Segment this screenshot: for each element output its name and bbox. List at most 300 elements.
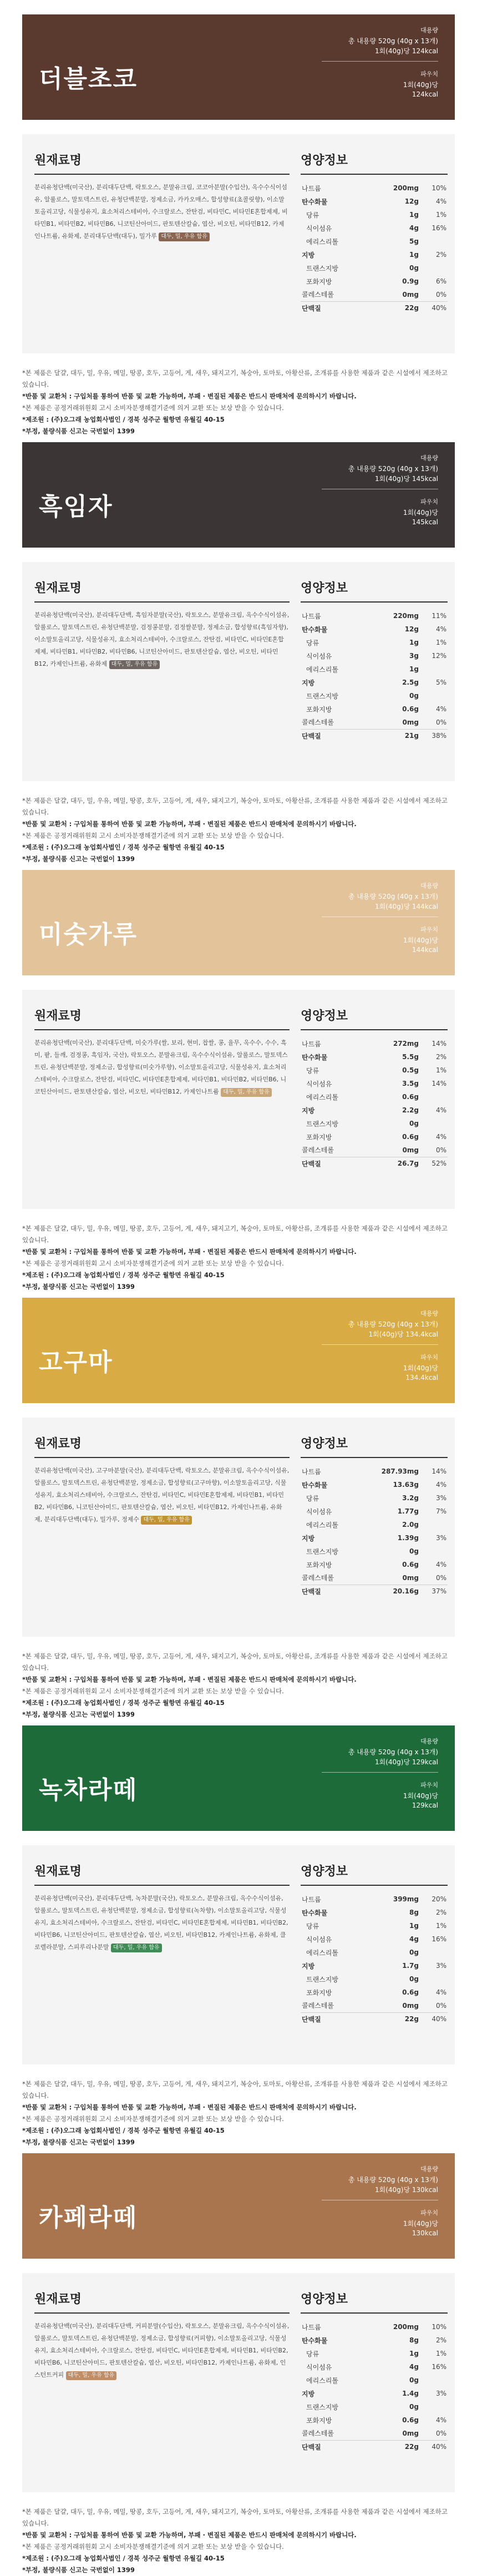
nutrient-daily-pct: 1%	[435, 639, 446, 646]
nutrient-name: 탄수화물	[302, 198, 328, 206]
nutrient-name: 트랜스지방	[306, 1547, 338, 1556]
product-name: 미숫가루	[39, 920, 138, 949]
nutrient-amount: 12g	[404, 198, 419, 205]
nutrient-amount: 1.4g	[402, 2390, 419, 2397]
ingredients-list: 분리유청단백(미국산), 고구마분말(국산), 분리대두단백, 락토오스, 분말유크림, 옥수수식이섬유, 알룰로스, 말토덱스트린, 유청단백분말, 정제소금, 합성향료(고구마향), 이소말토올리고당, 식물성유지, 효소처리스테비아, 수크랄로스, 잔탄검, 비타민C, 비타민E혼합제제, 비타민B1, 비타민B2, 비타민B6, 니코틴산아미드, 판토텐산칼슘, 엽산, 비오틴, 비타민B12, 카제인나트륨, 유화제, 분리대두단백(대두), 밀가루, 정제수	[34, 1467, 290, 1523]
nutrient-amount: 200mg	[393, 184, 419, 192]
nutrient-name: 식이섬유	[306, 1080, 332, 1088]
nutrient-name: 나트륨	[302, 1895, 321, 1904]
nutrient-amount: 3.2g	[402, 1494, 419, 1502]
total-label: 대용량	[420, 2165, 438, 2173]
notes-block	[22, 1651, 455, 1720]
nutrient-daily-pct: 0%	[435, 290, 446, 298]
note-line: *제조원 : (주)오그래 농업회사법인 / 경북 성주군 월항면 유월길 40-15	[22, 1699, 225, 1707]
nutrient-amount: 0.6g	[402, 1988, 419, 1996]
product-section-5	[0, 1725, 477, 2146]
notes-block	[22, 2506, 455, 2576]
note-line: *본 제품은 공정거래위원회 고시 소비자분쟁해결기준에 의거 교환 또는 보상 받을 수 있습니다.	[22, 1687, 284, 1695]
pouch-kcal: 144kcal	[412, 946, 438, 954]
nutrient-amount: 0.6g	[402, 1561, 419, 1568]
ingredients-title: 원재료명	[34, 1434, 290, 1458]
nutrient-name: 식이섬유	[306, 2363, 332, 2371]
nutrient-amount: 0.9g	[402, 277, 419, 285]
nutrition-row	[301, 1999, 448, 2012]
nutrient-daily-pct: 6%	[435, 277, 446, 285]
nutrient-name: 나트륨	[302, 612, 321, 620]
note-line: *제조원 : (주)오그래 농업회사법인 / 경북 성주군 월항면 유월길 40-15	[22, 843, 225, 851]
product-section-6	[0, 2153, 477, 2574]
nutrition-title: 영양정보	[301, 151, 448, 175]
nutrition-row	[301, 1932, 448, 1946]
nutrient-amount: 4g	[409, 1935, 419, 1943]
nutrient-name: 에리스리톨	[306, 1093, 338, 1101]
nutrition-table	[301, 181, 448, 315]
nutrient-daily-pct: 12%	[432, 652, 446, 660]
nutrient-daily-pct: 3%	[435, 1494, 446, 1502]
total-weight: 총 내용량 520g (40g x 13개)	[348, 893, 438, 900]
nutrition-row	[301, 716, 448, 729]
nutrition-row	[301, 1972, 448, 1986]
total-kcal: 1회(40g)당 124kcal	[374, 47, 438, 55]
nutrition-row	[301, 2360, 448, 2373]
notes-block	[22, 1223, 455, 1293]
nutrient-daily-pct: 0%	[435, 2429, 446, 2437]
unit-label: 1회(40g)당	[403, 81, 438, 89]
nutrition-row	[301, 1545, 448, 1558]
nutrient-daily-pct: 4%	[435, 705, 446, 713]
nutrient-daily-pct	[420, 2373, 448, 2387]
nutrient-name: 포화지방	[306, 705, 332, 713]
nutrient-amount: 1.7g	[402, 1962, 419, 1970]
nutrient-amount: 0mg	[402, 2001, 419, 2010]
nutrient-name: 나트륨	[302, 2323, 321, 2331]
nutrition-row	[301, 2334, 448, 2347]
nutrient-amount: 2.5g	[402, 679, 419, 686]
allergen-badge: 대두, 밀, 우유 함유	[221, 1088, 272, 1097]
nutrient-name: 나트륨	[302, 184, 321, 193]
nutrient-name: 에리스리톨	[306, 1949, 338, 1957]
note-line: *제조원 : (주)오그래 농업회사법인 / 경북 성주군 월항면 유월길 40-15	[22, 2554, 225, 2562]
nutrient-name: 콜레스테롤	[302, 2430, 334, 2438]
nutrient-name: 당류	[306, 1922, 319, 1930]
nutrient-name: 포화지방	[306, 2416, 332, 2425]
nutrition-row	[301, 729, 448, 742]
nutrient-amount: 20.16g	[380, 1585, 420, 1598]
pouch-kcal: 130kcal	[412, 2229, 438, 2237]
nutrient-daily-pct: 1%	[435, 211, 446, 219]
nutrient-name: 단백질	[301, 1585, 380, 1598]
product-name: 더블초코	[39, 65, 138, 93]
ingredients-text	[34, 181, 290, 242]
nutrition-table	[301, 1037, 448, 1170]
nutrient-amount: 1g	[409, 211, 419, 219]
nutrition-row	[301, 1143, 448, 1157]
product-name: 녹차라떼	[39, 1776, 138, 1804]
product-banner	[22, 2153, 455, 2259]
product-section-4	[0, 1298, 477, 1718]
note-line: *부정, 불량식품 신고는 국번없이 1399	[22, 2566, 135, 2574]
nutrient-name: 콜레스테롤	[302, 2002, 334, 2010]
nutrient-name: 지방	[302, 1962, 315, 1970]
nutrient-daily-pct: 16%	[432, 224, 446, 232]
nutrient-name: 당류	[306, 2350, 319, 2358]
nutrition-row	[301, 1478, 448, 1491]
total-label: 대용량	[420, 1738, 438, 1745]
nutrient-amount: 0mg	[402, 290, 419, 298]
nutrition-row	[301, 2427, 448, 2440]
weight-summary	[322, 1737, 438, 1809]
nutrition-row	[301, 1104, 448, 1117]
nutrition-row	[301, 2413, 448, 2427]
ingredients-block	[34, 1862, 290, 1953]
product-banner	[22, 1725, 455, 1831]
nutrient-name: 포화지방	[306, 1133, 332, 1141]
note-line: *반품 및 교환처 : 구입처를 통하여 반품 및 교환 가능하며, 부패 · 변질된 제품은 반드시 판매처에 문의하시기 바랍니다.	[22, 1676, 357, 1683]
nutrition-row	[301, 2387, 448, 2400]
nutrient-daily-pct: 14%	[432, 1040, 446, 1047]
nutrient-amount: 200mg	[393, 2323, 419, 2331]
nutrient-daily-pct	[420, 1117, 448, 1130]
nutrition-row	[301, 1117, 448, 1130]
nutrient-amount: 0g	[409, 1975, 419, 1983]
ingredients-block	[34, 1434, 290, 1526]
nutrition-row	[301, 649, 448, 662]
note-line: *반품 및 교환처 : 구입처를 통하여 반품 및 교환 가능하며, 부패 · 변질된 제품은 반드시 판매처에 문의하시기 바랍니다.	[22, 2103, 357, 2111]
nutrition-block	[301, 1006, 448, 1170]
nutrient-daily-pct: 2%	[435, 2336, 446, 2344]
nutrient-amount: 0g	[409, 264, 419, 272]
nutrition-row	[301, 2400, 448, 2413]
nutrition-row	[301, 235, 448, 248]
nutrient-name: 식이섬유	[306, 1935, 332, 1944]
nutrient-daily-pct: 2%	[435, 1909, 446, 1916]
note-line: *본 제품은 공정거래위원회 고시 소비자분쟁해결기준에 의거 교환 또는 보상 받을 수 있습니다.	[22, 832, 284, 839]
nutrient-daily-pct: 52%	[420, 1157, 448, 1170]
ingredients-text	[34, 2320, 290, 2381]
nutrition-block	[301, 579, 448, 742]
total-kcal: 1회(40g)당 144kcal	[374, 903, 438, 910]
nutrient-name: 나트륨	[302, 1040, 321, 1048]
nutrition-row	[301, 1037, 448, 1050]
nutrient-name: 나트륨	[302, 1467, 321, 1476]
pouch-label: 파우치	[420, 70, 438, 78]
nutrient-daily-pct: 0%	[435, 1146, 446, 1154]
pouch-label: 파우치	[420, 1354, 438, 1361]
total-weight: 총 내용량 520g (40g x 13개)	[348, 37, 438, 45]
pouch-kcal: 134.4kcal	[405, 1374, 438, 1381]
nutrient-daily-pct: 40%	[420, 2440, 448, 2453]
nutrition-row	[301, 1465, 448, 1478]
nutrient-daily-pct: 10%	[432, 184, 446, 192]
nutrient-amount: 5g	[409, 237, 419, 245]
nutrient-daily-pct: 1%	[435, 1922, 446, 1930]
nutrient-amount: 0mg	[402, 718, 419, 726]
weight-summary	[322, 2164, 438, 2237]
nutrition-row	[301, 1157, 448, 1170]
nutrient-daily-pct: 4%	[435, 1561, 446, 1568]
nutrient-amount: 3.5g	[402, 1080, 419, 1087]
nutrient-name: 탄수화물	[302, 2336, 328, 2345]
total-kcal: 1회(40g)당 129kcal	[374, 1758, 438, 1766]
product-info-page	[0, 14, 477, 2574]
nutrition-row	[301, 1491, 448, 1505]
total-kcal: 1회(40g)당 130kcal	[374, 2186, 438, 2194]
note-line: *본 제품은 달걀, 대두, 밀, 우유, 메밀, 땅콩, 호두, 고등어, 게, 새우, 돼지고기, 복숭아, 토마토, 아황산류, 조개류를 사용한 제품과 같은 시설에서 제조하고 있습니다.	[22, 369, 448, 388]
nutrition-row	[301, 1518, 448, 1531]
nutrient-daily-pct	[420, 261, 448, 275]
nutrient-name: 지방	[302, 1534, 315, 1542]
nutrient-daily-pct: 2%	[435, 1053, 446, 1061]
pouch-kcal: 129kcal	[412, 1801, 438, 1809]
product-banner	[22, 14, 455, 120]
nutrition-row	[301, 1064, 448, 1077]
pouch-label: 파우치	[420, 498, 438, 505]
total-weight: 총 내용량 520g (40g x 13개)	[348, 465, 438, 473]
nutrient-name: 에리스리톨	[306, 1521, 338, 1529]
nutrient-daily-pct: 4%	[435, 625, 446, 633]
product-section-3	[0, 870, 477, 1290]
nutrient-amount: 220mg	[393, 612, 419, 620]
nutrition-row	[301, 662, 448, 676]
nutrient-daily-pct	[420, 1946, 448, 1959]
nutrition-table	[301, 609, 448, 742]
nutrient-name: 식이섬유	[306, 652, 332, 660]
nutrition-row	[301, 221, 448, 235]
pouch-kcal: 124kcal	[412, 90, 438, 98]
nutrient-name: 탄수화물	[302, 625, 328, 634]
nutrient-name: 탄수화물	[302, 1053, 328, 1061]
nutrient-amount: 0mg	[402, 1146, 419, 1154]
nutrient-name: 지방	[302, 679, 315, 687]
note-line: *반품 및 교환처 : 구입처를 통하여 반품 및 교환 가능하며, 부패 · 변질된 제품은 반드시 판매처에 문의하시기 바랍니다.	[22, 392, 357, 400]
notes-block	[22, 2078, 455, 2148]
nutrient-amount: 0.6g	[402, 2416, 419, 2424]
divider	[322, 1772, 438, 1773]
nutrient-daily-pct: 38%	[420, 729, 448, 742]
product-name: 고구마	[39, 1348, 113, 1376]
nutrient-daily-pct	[420, 235, 448, 248]
note-line: *본 제품은 달걀, 대두, 밀, 우유, 메밀, 땅콩, 호두, 고등어, 게, 새우, 돼지고기, 복숭아, 토마토, 아황산류, 조개류를 사용한 제품과 같은 시설에서 제조하고 있습니다.	[22, 1224, 448, 1244]
nutrition-row	[301, 1531, 448, 1545]
note-line: *본 제품은 달걀, 대두, 밀, 우유, 메밀, 땅콩, 호두, 고등어, 게, 새우, 돼지고기, 복숭아, 토마토, 아황산류, 조개류를 사용한 제품과 같은 시설에서 제조하고 있습니다.	[22, 2080, 448, 2099]
nutrient-name: 탄수화물	[302, 1909, 328, 1917]
nutrient-amount: 1.39g	[397, 1534, 419, 1542]
nutrient-daily-pct	[420, 1090, 448, 1104]
nutrient-daily-pct	[420, 1518, 448, 1531]
nutrient-name: 트랜스지방	[306, 264, 338, 272]
nutrient-amount: 272mg	[393, 1040, 419, 1047]
nutrient-name: 당류	[306, 1066, 319, 1075]
nutrient-name: 지방	[302, 251, 315, 259]
nutrient-amount: 0g	[409, 1120, 419, 1127]
nutrient-name: 포화지방	[306, 1561, 332, 1569]
allergen-badge: 대두, 밀, 우유 함유	[111, 1944, 162, 1952]
pouch-kcal: 145kcal	[412, 518, 438, 526]
nutrient-name: 단백질	[301, 1157, 381, 1170]
product-banner	[22, 870, 455, 975]
nutrient-name: 탄수화물	[302, 1481, 328, 1489]
nutrient-amount: 21g	[381, 729, 420, 742]
nutrient-amount: 8g	[409, 2336, 419, 2344]
nutrition-row	[301, 275, 448, 288]
nutrient-amount: 1g	[409, 251, 419, 259]
nutrient-amount: 5.5g	[402, 1053, 419, 1061]
total-weight: 총 내용량 520g (40g x 13개)	[348, 1320, 438, 1328]
nutrition-block	[301, 151, 448, 315]
ingredients-title: 원재료명	[34, 2290, 290, 2314]
unit-label: 1회(40g)당	[403, 937, 438, 944]
ingredients-text	[34, 1892, 290, 1953]
info-panel	[22, 134, 455, 353]
nutrition-title: 영양정보	[301, 1862, 448, 1886]
nutrition-row	[301, 288, 448, 301]
nutrient-name: 단백질	[301, 301, 381, 315]
nutrition-block	[301, 1862, 448, 2026]
nutrition-row	[301, 1959, 448, 1972]
total-weight: 총 내용량 520g (40g x 13개)	[348, 1748, 438, 1756]
nutrient-amount: 1g	[409, 639, 419, 646]
divider	[322, 61, 438, 62]
nutrient-name: 식이섬유	[306, 224, 332, 232]
nutrient-amount: 0g	[409, 692, 419, 700]
nutrient-daily-pct: 14%	[432, 1467, 446, 1475]
nutrition-row	[301, 1986, 448, 1999]
note-line: *반품 및 교환처 : 구입처를 통하여 반품 및 교환 가능하며, 부패 · 변질된 제품은 반드시 판매처에 문의하시기 바랍니다.	[22, 820, 357, 828]
info-panel	[22, 1418, 455, 1637]
nutrient-name: 트랜스지방	[306, 2403, 338, 2411]
product-section-1	[0, 14, 477, 435]
nutrient-amount: 1g	[409, 1922, 419, 1930]
nutrient-name: 단백질	[301, 2012, 381, 2026]
product-banner	[22, 1298, 455, 1403]
nutrient-daily-pct	[420, 1972, 448, 1986]
nutrient-name: 포화지방	[306, 1988, 332, 1997]
nutrition-table	[301, 2320, 448, 2453]
ingredients-block	[34, 579, 290, 670]
nutrient-daily-pct: 2%	[435, 251, 446, 259]
nutrition-row	[301, 702, 448, 716]
nutrition-block	[301, 1434, 448, 1598]
note-line: *반품 및 교환처 : 구입처를 통하여 반품 및 교환 가능하며, 부패 · 변질된 제품은 반드시 판매처에 문의하시기 바랍니다.	[22, 1248, 357, 1256]
nutrition-row	[301, 1946, 448, 1959]
nutrient-amount: 0.5g	[402, 1066, 419, 1074]
nutrition-row	[301, 636, 448, 649]
ingredients-list: 분리유청단백(미국산), 분리대두단백, 미숫가루(쌀, 보리, 현미, 찹쌀, 콩, 율무, 옥수수, 수수, 흑미, 팥, 들깨, 검정콩, 흑임자, 국산), 락토오스, 분말유크림, 옥수수식이섬유, 알룰로스, 말토덱스트린, 유청단백분말, 정제소금, 합성향료(미숫가루향), 이소말토올리고당, 식물성유지, 효소처리스테비아, 수크랄로스, 잔탄검, 비타민C, 비타민E혼합제제, 비타민B1, 비타민B2, 비타민B6, 니코틴산아미드, 판토텐산칼슘, 엽산, 비오틴, 비타민B12, 카제인나트륨	[34, 1039, 288, 1095]
note-line: *본 제품은 공정거래위원회 고시 소비자분쟁해결기준에 의거 교환 또는 보상 받을 수 있습니다.	[22, 404, 284, 412]
nutrient-amount: 4g	[409, 224, 419, 232]
nutrient-name: 콜레스테롤	[302, 1574, 334, 1582]
product-name: 흑임자	[39, 493, 113, 521]
nutrition-row	[301, 2440, 448, 2453]
total-kcal: 1회(40g)당 134.4kcal	[368, 1330, 438, 1338]
ingredients-text	[34, 609, 290, 670]
nutrient-amount: 1g	[409, 665, 419, 673]
note-line: *부정, 불량식품 신고는 국번없이 1399	[22, 427, 135, 435]
total-label: 대용량	[420, 454, 438, 462]
allergen-badge: 대두, 밀, 우유 함유	[159, 232, 210, 241]
nutrition-row	[301, 1892, 448, 1906]
nutrient-amount: 22g	[381, 2440, 420, 2453]
nutrition-row	[301, 609, 448, 623]
nutrition-row	[301, 1919, 448, 1932]
nutrient-amount: 0g	[409, 2376, 419, 2384]
nutrient-daily-pct: 37%	[420, 1585, 448, 1598]
info-panel	[22, 562, 455, 781]
nutrition-row	[301, 1090, 448, 1104]
note-line: *본 제품은 공정거래위원회 고시 소비자분쟁해결기준에 의거 교환 또는 보상 받을 수 있습니다.	[22, 1259, 284, 1267]
info-panel	[22, 1845, 455, 2064]
allergen-badge: 대두, 밀, 우유 함유	[109, 660, 160, 669]
unit-label: 1회(40g)당	[403, 1792, 438, 1800]
ingredients-title: 원재료명	[34, 579, 290, 603]
nutrient-name: 에리스리톨	[306, 237, 338, 246]
note-line: *본 제품은 달걀, 대두, 밀, 우유, 메밀, 땅콩, 호두, 고등어, 게, 새우, 돼지고기, 복숭아, 토마토, 아황산류, 조개류를 사용한 제품과 같은 시설에서 제조하고 있습니다.	[22, 797, 448, 816]
nutrient-amount: 26.7g	[381, 1157, 420, 1170]
nutrient-daily-pct: 4%	[435, 1133, 446, 1141]
nutrient-amount: 3g	[409, 652, 419, 660]
nutrient-daily-pct	[420, 689, 448, 702]
nutrient-name: 콜레스테롤	[302, 718, 334, 727]
nutrition-row	[301, 1050, 448, 1064]
nutrient-amount: 13.63g	[393, 1481, 419, 1489]
total-kcal: 1회(40g)당 145kcal	[374, 475, 438, 483]
nutrition-row	[301, 208, 448, 221]
note-line: *제조원 : (주)오그래 농업회사법인 / 경북 성주군 월항면 유월길 40-15	[22, 416, 225, 423]
nutrient-daily-pct: 3%	[435, 1534, 446, 1542]
nutrient-daily-pct: 40%	[420, 301, 448, 315]
unit-label: 1회(40g)당	[403, 509, 438, 517]
nutrient-name: 에리스리톨	[306, 2376, 338, 2385]
nutrient-daily-pct: 3%	[435, 2390, 446, 2397]
nutrient-daily-pct: 7%	[435, 1507, 446, 1515]
allergen-badge: 대두, 밀, 우유 함유	[141, 1516, 192, 1525]
pouch-label: 파우치	[420, 1782, 438, 1789]
nutrition-row	[301, 261, 448, 275]
nutrient-daily-pct: 5%	[435, 679, 446, 686]
ingredients-text	[34, 1465, 290, 1526]
nutrient-daily-pct: 4%	[435, 1106, 446, 1114]
nutrient-amount: 12g	[404, 625, 419, 633]
nutrition-title: 영양정보	[301, 1006, 448, 1030]
nutrition-row	[301, 1558, 448, 1571]
nutrient-daily-pct: 16%	[432, 1935, 446, 1943]
ingredients-block	[34, 2290, 290, 2381]
nutrient-amount: 4g	[409, 2363, 419, 2371]
nutrition-row	[301, 2320, 448, 2334]
unit-label: 1회(40g)당	[403, 2220, 438, 2228]
nutrition-row	[301, 676, 448, 689]
nutrient-name: 지방	[302, 2390, 315, 2398]
nutrient-daily-pct: 4%	[435, 2416, 446, 2424]
info-panel	[22, 990, 455, 1209]
nutrient-amount: 1.77g	[397, 1507, 419, 1515]
note-line: *부정, 불량식품 신고는 국번없이 1399	[22, 1710, 135, 1718]
nutrition-row	[301, 1585, 448, 1598]
note-line: *본 제품은 공정거래위원회 고시 소비자분쟁해결기준에 의거 교환 또는 보상 받을 수 있습니다.	[22, 2115, 284, 2123]
note-line: *본 제품은 달걀, 대두, 밀, 우유, 메밀, 땅콩, 호두, 고등어, 게, 새우, 돼지고기, 복숭아, 토마토, 아황산류, 조개류를 사용한 제품과 같은 시설에서 제조하고 있습니다.	[22, 2508, 448, 2527]
nutrition-row	[301, 2012, 448, 2026]
nutrient-name: 포화지방	[306, 277, 332, 286]
nutrient-amount: 0g	[409, 2403, 419, 2411]
nutrient-daily-pct: 20%	[432, 1895, 446, 1903]
nutrient-daily-pct	[420, 1545, 448, 1558]
note-line: *제조원 : (주)오그래 농업회사법인 / 경북 성주군 월항면 유월길 40-15	[22, 2127, 225, 2134]
nutrient-amount: 0.6g	[402, 1093, 419, 1101]
nutrient-amount: 2.2g	[402, 1106, 419, 1114]
nutrient-name: 트랜스지방	[306, 1120, 338, 1128]
nutrition-title: 영양정보	[301, 1434, 448, 1458]
notes-block	[22, 795, 455, 865]
